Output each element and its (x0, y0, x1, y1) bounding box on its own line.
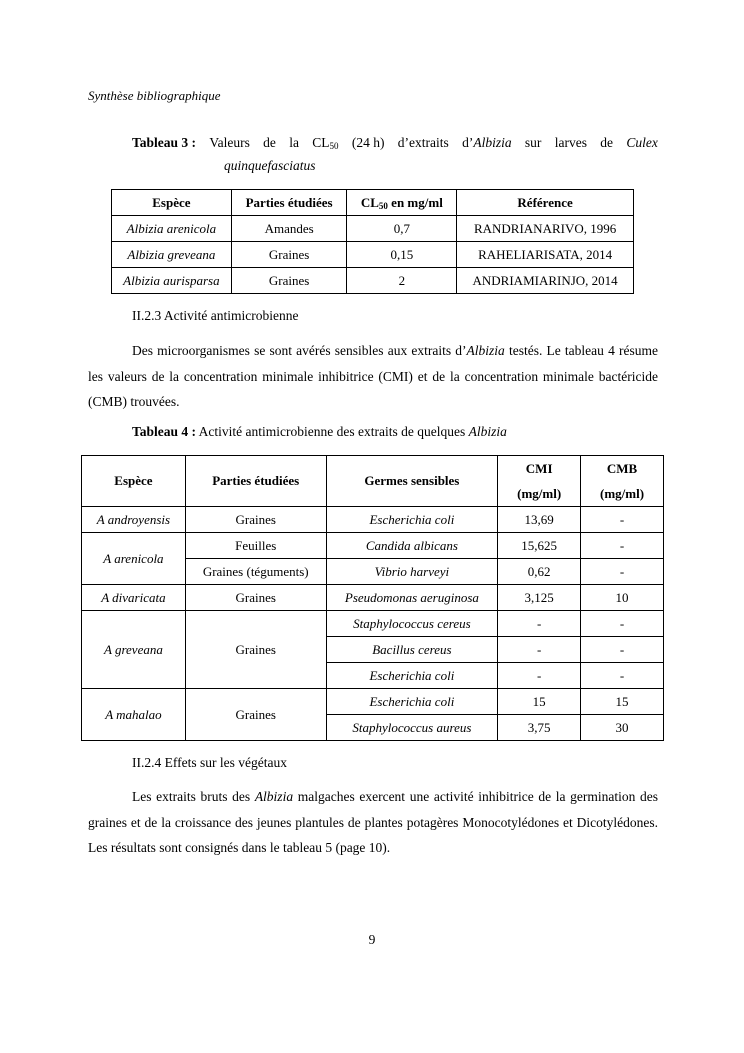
table-row: Graines (téguments) Vibrio harveyi 0,62 - (82, 559, 664, 585)
table4-header-parts: Parties étudiées (185, 456, 326, 507)
section-heading-2-2-4: II.2.4 Effets sur les végétaux (132, 755, 287, 770)
paragraph-plant-effects: Les extraits bruts des Albizia malgaches exercent une activité inhibitrice de la germination des graines et de la croissance des jeunes plantules de plantes potagères Monocotylédones et Dicotylédones. Les résultats sont consignés dans le tableau 5 (page 10). (88, 789, 658, 855)
table-row: Albizia arenicola Amandes 0,7 RANDRIANARIVO, 1996 (112, 216, 634, 242)
table3-caption: Tableau 3 : Valeurs de la $CL_{50}$ (24 h) d’extraits d’Albizia sur larves de Culex quinquefasciatus (132, 131, 658, 177)
table-row: A androyensis Graines Escherichia coli 13,69 - (82, 507, 664, 533)
table-row: A divaricata Graines Pseudomonas aeruginosa 3,125 10 (82, 585, 664, 611)
table3 (111, 189, 634, 294)
table4-header-cmi-unit: (mg/ml) (498, 481, 581, 507)
table-row: Albizia aurisparsa Graines 2 ANDRIAMIARINJO, 2014 (112, 268, 634, 294)
table3-caption-label: Tableau 3 : (132, 135, 197, 150)
paragraph-antimicrobial: Des microorganismes se sont avérés sensibles aux extraits d’Albizia testés. Le tableau 4 résume les valeurs de la concentration minimale inhibitrice (CMI) et de la concentration minimale bactéricide (CMB) trouvées. (88, 343, 658, 409)
table4 (81, 455, 664, 741)
table-row: Bacillus cereus - - (82, 637, 664, 663)
table-row: A mahalao Graines Escherichia coli 15 15 (82, 689, 664, 715)
table4-caption: Tableau 4 : Activité antimicrobienne des extraits de quelques Albizia (132, 424, 507, 439)
table-row: Escherichia coli - - (82, 663, 664, 689)
table3-header-species: Espèce (112, 190, 232, 216)
table3-header-row (112, 190, 634, 216)
table-row: A greveana Graines Staphylococcus cereus - - (82, 611, 664, 637)
section-heading-2-2-3: II.2.3 Activité antimicrobienne (132, 308, 299, 323)
table-row: A arenicola Feuilles Candida albicans 15,625 - (82, 533, 664, 559)
table3-header-reference: Référence (457, 190, 634, 216)
table-row: Staphylococcus aureus 3,75 30 (82, 715, 664, 741)
table-row: Albizia greveana Graines 0,15 RAHELIARISATA, 2014 (112, 242, 634, 268)
table4-header-row (82, 456, 664, 482)
table3-header-parts: Parties étudiées (231, 190, 347, 216)
running-head: Synthèse bibliographique (88, 88, 221, 103)
table4-header-germs: Germes sensibles (326, 456, 498, 507)
table3-header-cl50: $CL_{50}$ en mg/ml (347, 190, 457, 216)
table4-header-cmb-unit: (mg/ml) (581, 481, 664, 507)
page-number: 9 (368, 932, 376, 947)
table4-header-cmi: CMI (498, 456, 581, 482)
table4-header-cmb: CMB (581, 456, 664, 482)
table4-header-species: Espèce (82, 456, 186, 507)
table3-caption-continuation: quinquefasciatus (224, 158, 316, 173)
